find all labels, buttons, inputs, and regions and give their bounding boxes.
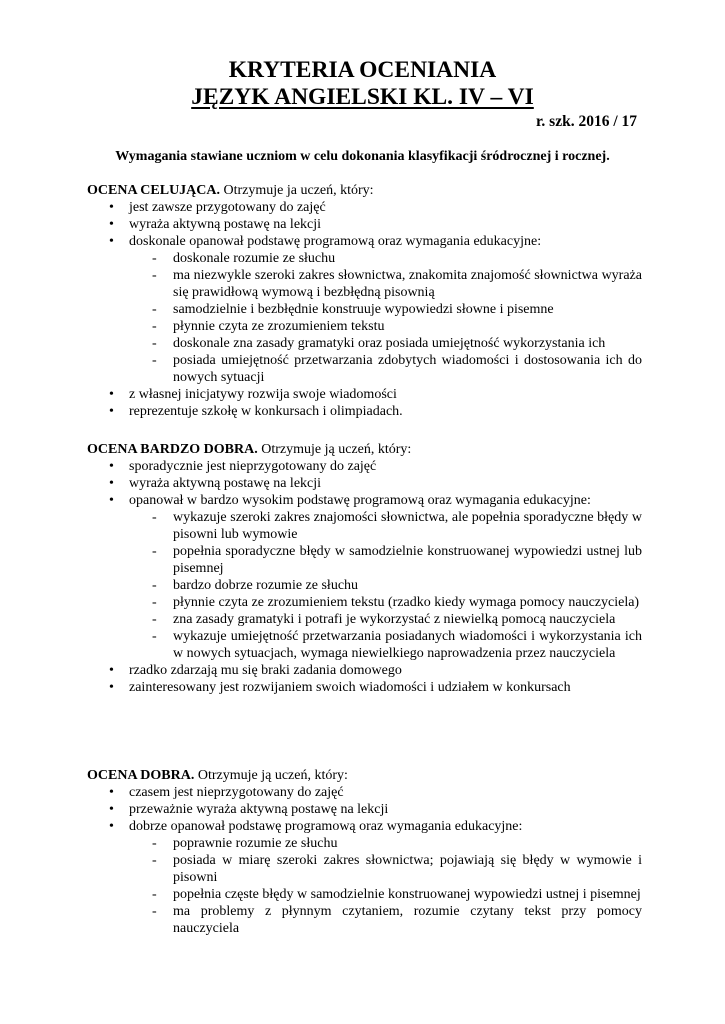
grade-heading [87,767,642,784]
dash-marker: - [152,510,157,525]
sub-criteria-text: bardzo dobrze rozumie ze słuchu [173,578,359,593]
grade-section-celujaca [87,182,642,420]
grade-intro: Otrzymuje ja uczeń, który: [220,183,374,198]
dash-marker: - [152,887,157,902]
sub-criteria-text: ma problemy z płynnym czytaniem, rozumie czytany tekst przy pomocy nauczyciela [173,904,642,936]
criteria-text: wyraża aktywną postawę na lekcji [129,476,322,491]
criteria-item [87,216,642,233]
criteria-text: doskonale opanował podstawę programową oraz wymagania edukacyjne: [129,234,542,249]
dash-marker: - [152,612,157,627]
criteria-list [87,458,642,696]
sub-criteria-item [129,835,642,852]
dash-marker: - [152,578,157,593]
dash-marker: - [152,853,157,868]
sub-criteria-item [129,250,642,267]
bullet-icon: • [109,217,114,232]
bullet-icon: • [109,493,114,508]
criteria-text: rzadko zdarzają mu się braki zadania domowego [129,663,402,678]
bullet-icon: • [109,459,114,474]
sub-criteria-text: ma niezwykle szeroki zakres słownictwa, znakomita znajomość słownictwa wyraża się prawidłową wymową i bezbłędną pisownią [173,268,642,300]
grade-heading [87,441,642,458]
criteria-text: reprezentuje szkołę w konkursach i olimpiadach. [129,404,403,419]
criteria-item [87,233,642,386]
sub-criteria-text: posiada w miarę szeroki zakres słownictwa; pojawiają się błędy w wymowie i pisowni [173,853,642,885]
sub-criteria-text: płynnie czyta ze zrozumieniem tekstu [173,319,385,334]
sub-criteria-item [129,852,642,886]
dash-marker: - [152,595,157,610]
sub-criteria-text: popełnia sporadyczne błędy w samodzielnie konstruowanej wypowiedzi ustnej lub pisemnej [173,544,642,576]
criteria-item [87,199,642,216]
criteria-text: czasem jest nieprzygotowany do zajęć [129,785,344,800]
document-title: KRYTERIA OCENIANIA [228,57,497,83]
sub-criteria-text: zna zasady gramatyki i potrafi je wykorzystać z niewielką pomocą nauczyciela [173,612,616,627]
sub-criteria-item [129,628,642,662]
criteria-item [87,492,642,662]
sub-criteria-text: popełnia częste błędy w samodzielnie konstruowanej wypowiedzi ustnej i pisemnej [173,887,641,902]
criteria-text: zainteresowany jest rozwijaniem swoich wiadomości i udziałem w konkursach [129,680,571,695]
criteria-item [87,403,642,420]
criteria-item [87,662,642,679]
sub-criteria-list [129,835,642,937]
criteria-list [87,784,642,937]
sub-criteria-text: samodzielnie i bezbłędnie konstruuje wypowiedzi słowne i pisemne [173,302,554,317]
criteria-text: dobrze opanował podstawę programową oraz wymagania edukacyjne: [129,819,523,834]
sub-criteria-item [129,301,642,318]
sub-criteria-item [129,903,642,937]
bullet-icon: • [109,404,114,419]
sub-criteria-item [129,509,642,543]
criteria-text: jest zawsze przygotowany do zajęć [129,200,326,215]
dash-marker: - [152,353,157,368]
bullet-icon: • [109,476,114,491]
criteria-item [87,679,642,696]
sub-criteria-list [129,509,642,662]
criteria-item [87,784,642,801]
document-subtitle: Wymagania stawiane uczniom w celu dokonania klasyfikacji śródrocznej i rocznej. [115,149,610,164]
criteria-text: wyraża aktywną postawę na lekcji [129,217,322,232]
criteria-text: przeważnie wyraża aktywną postawę na lekcji [129,802,389,817]
sub-criteria-item [129,594,642,611]
sub-criteria-item [129,577,642,594]
grade-heading [87,182,642,199]
sub-criteria-text: wykazuje szeroki zakres znajomości słownictwa, ale popełnia sporadyczne błędy w pisowni lub wymowie [173,510,642,542]
criteria-item [87,801,642,818]
bullet-icon: • [109,680,114,695]
dash-marker: - [152,319,157,334]
criteria-item [87,386,642,403]
criteria-item [87,458,642,475]
school-year: r. szk. 2016 / 17 [535,113,637,130]
criteria-text: sporadycznie jest nieprzygotowany do zajęć [129,459,377,474]
dash-marker: - [152,836,157,851]
sub-criteria-text: doskonale zna zasady gramatyki oraz posiada umiejętność wykorzystania ich [173,336,606,351]
dash-marker: - [152,302,157,317]
sub-criteria-item [129,267,642,301]
sub-criteria-item [129,611,642,628]
sub-criteria-text: doskonale rozumie ze słuchu [173,251,336,266]
bullet-icon: • [109,387,114,402]
grade-name: OCENA CELUJĄCA. [87,183,221,198]
criteria-item [87,818,642,937]
dash-marker: - [152,904,157,919]
bullet-icon: • [109,200,114,215]
bullet-icon: • [109,819,114,834]
bullet-icon: • [109,785,114,800]
sub-criteria-item [129,886,642,903]
criteria-list [87,199,642,420]
sub-criteria-item [129,318,642,335]
sub-criteria-text: poprawnie rozumie ze słuchu [173,836,338,851]
grade-section-bardzo-dobra [87,441,642,696]
grade-section-dobra [87,767,642,937]
dash-marker: - [152,629,157,644]
sub-criteria-text: posiada umiejętność przetwarzania zdobytych wiadomości i dostosowania ich do nowych sytuacji [173,353,642,385]
grade-intro: Otrzymuje ją uczeń, który: [257,442,412,457]
dash-marker: - [152,336,157,351]
bullet-icon: • [109,663,114,678]
sub-criteria-text: wykazuje umiejętność przetwarzania posiadanych wiadomości i wykorzystania ich w nowych sytuacjach, wymaga niewielkiego naprowadzenia przez nauczyciela [173,629,642,661]
sub-criteria-item [129,352,642,386]
dash-marker: - [152,544,157,559]
sub-criteria-list [129,250,642,386]
grade-intro: Otrzymuje ją uczeń, który: [194,768,348,783]
criteria-text: z własnej inicjatywy rozwija swoje wiadomości [129,387,397,402]
sub-criteria-item [129,543,642,577]
dash-marker: - [152,268,157,283]
document-subject-title: JĘZYK ANGIELSKI KL. IV – VI [191,84,534,110]
grade-name: OCENA BARDZO DOBRA. [87,442,258,457]
bullet-icon: • [109,234,114,249]
criteria-item [87,475,642,492]
sub-criteria-item [129,335,642,352]
grade-name: OCENA DOBRA. [87,768,195,783]
sub-criteria-text: płynnie czyta ze zrozumieniem tekstu (rzadko kiedy wymaga pomocy nauczyciela) [173,595,640,610]
dash-marker: - [152,251,157,266]
criteria-text: opanował w bardzo wysokim podstawę programową oraz wymagania edukacyjne: [129,493,591,508]
bullet-icon: • [109,802,114,817]
